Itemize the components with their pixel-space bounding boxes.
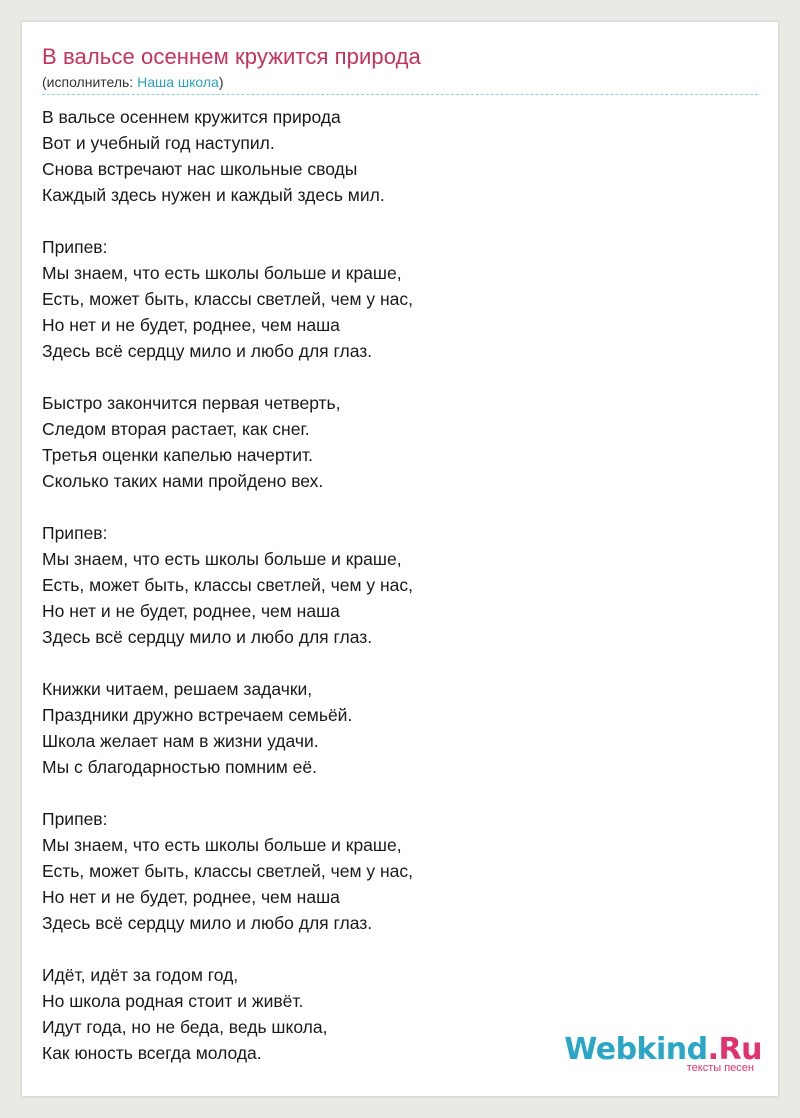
lyric-line: Вот и учебный год наступил. — [42, 133, 275, 153]
lyric-line: Здесь всё сердцу мило и любо для глаз. — [42, 913, 373, 933]
lyric-line: Быстро закончится первая четверть, — [42, 393, 341, 413]
song-title: В вальсе осеннем кружится природа — [42, 44, 421, 69]
site-logo-tagline: тексты песен — [686, 1062, 754, 1074]
lyric-line: Идут года, но не беда, ведь школа, — [42, 1017, 328, 1037]
lyric-line: Книжки читаем, решаем задачки, — [42, 679, 313, 699]
lyric-line: Но нет и не будет, роднее, чем наша — [42, 887, 340, 907]
lyric-line: Следом вторая растает, как снег. — [42, 419, 310, 439]
artist-line — [42, 74, 224, 90]
stanza — [42, 520, 413, 650]
lyric-line: Идёт, идёт за годом год, — [42, 965, 239, 985]
lyric-line: Школа желает нам в жизни удачи. — [42, 731, 319, 751]
lyric-line: Припев: — [42, 237, 108, 257]
lyric-line: В вальсе осеннем кружится природа — [42, 107, 341, 127]
lyric-line: Мы знаем, что есть школы больше и краше, — [42, 835, 402, 855]
lyric-line: Есть, может быть, классы светлей, чем у нас, — [42, 575, 414, 595]
site-logo-name-part2: .Ru — [707, 1032, 762, 1067]
site-logo-name-part1: Webkind — [564, 1032, 708, 1067]
lyric-line: Мы знаем, что есть школы больше и краше, — [42, 549, 402, 569]
lyric-line: Припев: — [42, 809, 108, 829]
lyric-line: Мы с благодарностью помним её. — [42, 757, 318, 777]
stanza — [42, 234, 413, 364]
stanza — [42, 676, 413, 780]
site-logo[interactable] — [564, 1034, 762, 1074]
lyric-line: Праздники дружно встречаем семьёй. — [42, 705, 353, 725]
lyric-line: Как юность всегда молода. — [42, 1043, 262, 1063]
stanza — [42, 104, 413, 208]
artist-suffix: ) — [218, 74, 224, 90]
lyric-line: Здесь всё сердцу мило и любо для глаз. — [42, 627, 373, 647]
lyric-line: Есть, может быть, классы светлей, чем у нас, — [42, 861, 414, 881]
title-divider — [42, 94, 758, 95]
lyric-line: Каждый здесь нужен и каждый здесь мил. — [42, 185, 385, 205]
artist-link[interactable]: Наша школа — [137, 74, 219, 90]
lyric-line: Третья оценки капелью начертит. — [42, 445, 313, 465]
stanza — [42, 806, 413, 936]
lyric-line: Но нет и не будет, роднее, чем наша — [42, 601, 340, 621]
lyric-line: Сколько таких нами пройдено вех. — [42, 471, 324, 491]
lyric-line: Мы знаем, что есть школы больше и краше, — [42, 263, 402, 283]
lyric-line: Но нет и не будет, роднее, чем наша — [42, 315, 340, 335]
stanza — [42, 962, 413, 1066]
lyric-line: Припев: — [42, 523, 108, 543]
lyric-line: Снова встречают нас школьные своды — [42, 159, 358, 179]
lyric-line: Но школа родная стоит и живёт. — [42, 991, 304, 1011]
stanza — [42, 390, 413, 494]
lyrics-sheet — [22, 22, 778, 1096]
lyric-line: Есть, может быть, классы светлей, чем у нас, — [42, 289, 414, 309]
artist-prefix: (исполнитель: — [42, 74, 138, 90]
lyrics-body — [42, 104, 413, 1092]
lyric-line: Здесь всё сердцу мило и любо для глаз. — [42, 341, 373, 361]
